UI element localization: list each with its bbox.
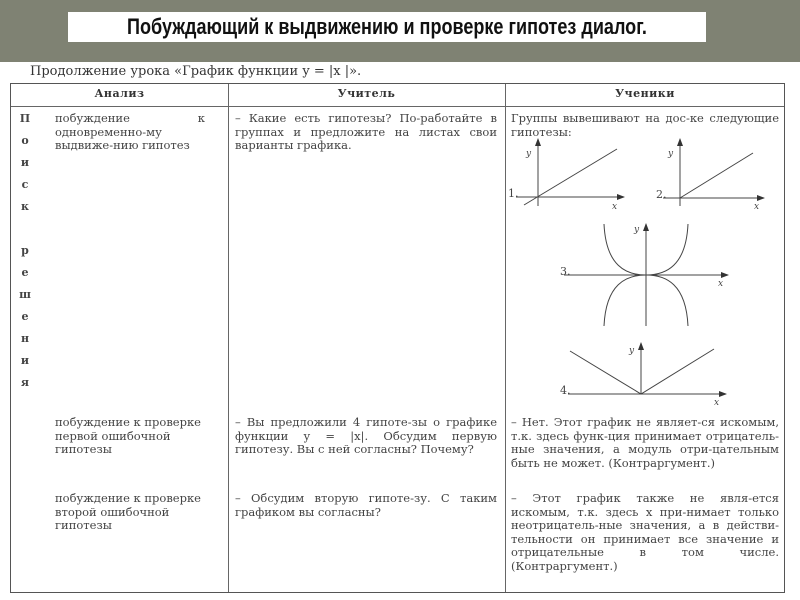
- graph-3: [564, 224, 728, 326]
- stage-letter: о: [21, 134, 29, 147]
- x-axis-label: x: [714, 398, 720, 406]
- stage-letter: и: [20, 156, 30, 169]
- stage-letter: к: [21, 200, 29, 213]
- stage-letter: П: [19, 112, 31, 125]
- lesson-subtitle: Продолжение урока «График функции y = |x |».: [30, 64, 362, 79]
- graph-number: 1.: [508, 187, 519, 200]
- students-cell: – Нет. Этот график не являет-ся искомым, т.к. здесь функ-ция принимает отрицатель-ные значения, а модуль отри-цательным быть не может. (Контраргумент.): [511, 415, 779, 470]
- y-axis-label: y: [526, 149, 532, 159]
- y-axis-label: y: [629, 346, 635, 356]
- x-axis-label: x: [718, 279, 724, 289]
- slide-title: Побуждающий к выдвижению и проверке гипотез диалог.: [127, 14, 647, 39]
- graph-number: 3.: [560, 265, 571, 278]
- analysis-cell: побуждение к одновременно-му выдвиже-нию гипотез: [55, 111, 205, 152]
- stage-letter: и: [20, 354, 30, 367]
- graph-1: [516, 139, 624, 206]
- stage-letter: ш: [19, 288, 31, 301]
- stage-letter: р: [21, 244, 29, 257]
- stage-letter: я: [20, 376, 30, 389]
- x-axis-label: x: [754, 202, 760, 212]
- teacher-cell: – Какие есть гипотезы? По-работайте в группах и предложите на листах свои варианты графика.: [235, 111, 497, 152]
- slide-title-box: [68, 12, 706, 42]
- hypothesis-graphs: [506, 106, 786, 406]
- graph-number: 2.: [656, 188, 667, 201]
- y-axis-label: y: [668, 149, 674, 159]
- column-divider: [228, 84, 229, 592]
- stage-letter: с: [21, 178, 29, 191]
- teacher-cell: – Обсудим вторую гипоте-зу. С таким графиком вы согласны?: [235, 491, 497, 519]
- x-axis-label: x: [612, 202, 618, 212]
- graph-4: [568, 343, 726, 394]
- analysis-cell: побуждение к проверке второй ошибочной гипотезы: [55, 491, 201, 532]
- graph-number: 4.: [560, 384, 571, 397]
- students-cell: Группы вывешивают на дос-ке следующие гипотезы:: [511, 111, 779, 139]
- stage-letters: [17, 112, 33, 398]
- stage-letter: е: [21, 266, 29, 279]
- stage-letter: е: [21, 310, 29, 323]
- teacher-cell: – Вы предложили 4 гипоте-зы о графике функции y = |x|. Обсудим первую гипотезу. Вы с ней согласны? Почему?: [235, 415, 497, 456]
- lesson-table: [10, 83, 785, 593]
- stage-letter: н: [20, 332, 30, 345]
- header-teacher: Учитель: [337, 87, 396, 100]
- y-axis-label: y: [634, 225, 640, 235]
- students-cell: – Этот график также не явля-ется искомым, т.к. здесь x при-нимает только неотрицатель-ные значения, а в действи-тельности он принимает все значение и отрицательные в том числе. (Контраргумент.): [511, 491, 779, 573]
- graph-2: [663, 139, 764, 206]
- header-students: Ученики: [615, 87, 675, 100]
- header-analysis: Анализ: [94, 87, 145, 100]
- analysis-cell: побуждение к проверке первой ошибочной гипотезы: [55, 415, 201, 456]
